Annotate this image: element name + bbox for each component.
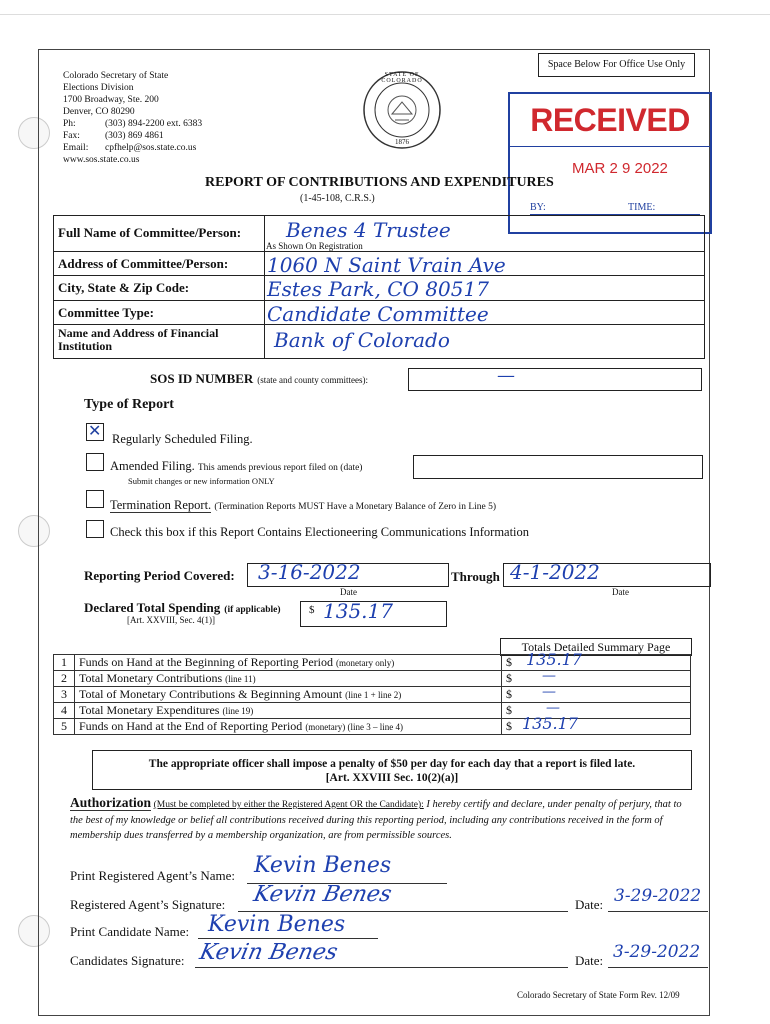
- phone-value: (303) 894-2200 ext. 6383: [105, 119, 203, 129]
- fax-value: (303) 869 4861: [105, 131, 164, 141]
- summary-table: [53, 650, 691, 735]
- termination-label: Termination Report.: [110, 498, 212, 512]
- spending-label: Declared Total Spending: [84, 600, 221, 615]
- through-label: Through: [451, 569, 500, 584]
- row-number: 1: [54, 655, 75, 671]
- agent-name-label: Print Registered Agent’s Name:: [70, 868, 236, 883]
- spending-note: (if applicable): [224, 605, 281, 615]
- row-note: (line 19): [222, 706, 254, 716]
- penalty-line1: The appropriate officer shall impose a penalty of $50 per day for each day that a report is filed late.: [148, 758, 636, 770]
- seal-text: STATE OF COLORADO: [381, 72, 423, 84]
- address-label: Address of Committee/Person:: [58, 256, 229, 271]
- agent-date-input[interactable]: 3-29-2022: [614, 886, 702, 906]
- form-title: REPORT OF CONTRIBUTIONS AND EXPENDITURES: [205, 175, 554, 190]
- seal-year: 1876: [395, 138, 409, 146]
- row-number: 5: [54, 719, 75, 735]
- authorization-text: I hereby certify and declare, under penalty of perjury, that to the best of my knowledge or belief all contributions received during this reporting period, including any contributions received in the form of membership dues transferred by a membership organization, are from permissible sources.: [70, 799, 682, 841]
- row-total[interactable]: $ —: [502, 687, 691, 703]
- bank-label: Name and Address of Financial Institution: [58, 326, 219, 353]
- candidate-signature-label: Candidates Signature:: [70, 953, 185, 968]
- penalty-notice: [92, 750, 692, 790]
- row-note: (line 1 + line 2): [345, 690, 402, 700]
- agency-website: www.sos.state.co.us: [63, 155, 140, 165]
- page-edge: [0, 14, 770, 15]
- authorization-heading: Authorization: [70, 795, 151, 810]
- row-label-text: Total of Monetary Contributions & Beginning Amount: [79, 687, 343, 701]
- amended-filing-row: [110, 459, 362, 474]
- row-number: 4: [54, 703, 75, 719]
- row-number: 2: [54, 671, 75, 687]
- stamp-by: BY:: [530, 202, 546, 213]
- row-value: 135.17: [526, 650, 582, 669]
- row-total[interactable]: $ —: [502, 703, 691, 719]
- city-state-zip-label: City, State & Zip Code:: [58, 280, 190, 295]
- stamp-time: TIME:: [628, 202, 656, 213]
- office-use-label: Space Below For Office Use Only: [547, 59, 686, 70]
- table-row: [54, 655, 691, 671]
- agent-signature[interactable]: Kevin Benes: [251, 882, 394, 907]
- authorization-note: (Must be completed by either the Registered Agent OR the Candidate):: [153, 800, 424, 810]
- received-stamp: [508, 92, 712, 234]
- period-to-value: 4-1-2022: [510, 560, 600, 584]
- authorization-section: [70, 795, 695, 843]
- amended-note: This amends previous report filed on (date): [197, 463, 363, 473]
- period-from-input[interactable]: [247, 560, 449, 587]
- row-label: [75, 687, 502, 703]
- amended-date-input[interactable]: [413, 455, 703, 479]
- city-state-zip-input[interactable]: Estes Park, CO 80517: [267, 277, 489, 301]
- email-label: Email:: [63, 143, 89, 153]
- table-row: [54, 671, 691, 687]
- agent-name-input[interactable]: Kevin Benes: [254, 853, 392, 878]
- amended-filing-label: Amended Filing.: [110, 459, 195, 473]
- row-label-text: Funds on Hand at the Beginning of Reporting Period: [79, 655, 333, 669]
- table-row: [54, 703, 691, 719]
- row-total[interactable]: $ —: [502, 671, 691, 687]
- report-type-heading: Type of Report: [84, 397, 174, 412]
- agency-division: Elections Division: [63, 83, 134, 93]
- state-seal: [362, 70, 442, 150]
- committee-type-input[interactable]: Candidate Committee: [267, 302, 489, 326]
- form-footer: Colorado Secretary of State Form Rev. 12/09: [517, 990, 680, 1000]
- period-from-caption: Date: [340, 587, 357, 597]
- row-number: 3: [54, 687, 75, 703]
- agency-street: 1700 Broadway, Ste. 200: [63, 95, 159, 105]
- row-value: —: [542, 684, 556, 700]
- committee-info-box: [53, 215, 705, 359]
- agency-city: Denver, CO 80290: [63, 107, 135, 117]
- agent-signature-label: Registered Agent’s Signature:: [70, 897, 226, 912]
- spending-value: 135.17: [323, 599, 393, 623]
- registration-note: As Shown On Registration: [266, 241, 363, 251]
- row-value: —: [542, 668, 556, 684]
- address-input[interactable]: 1060 N Saint Vrain Ave: [267, 253, 506, 277]
- table-row: [54, 687, 691, 703]
- row-label: [75, 655, 502, 671]
- period-to-caption: Date: [612, 587, 629, 597]
- bank-input[interactable]: Bank of Colorado: [274, 328, 450, 352]
- penalty-line2: [Art. XXVIII Sec. 10(2)(a)]: [325, 772, 459, 784]
- candidate-date-label: Date:: [575, 953, 604, 968]
- row-label: [75, 671, 502, 687]
- regular-filing-checkbox[interactable]: [86, 423, 104, 441]
- candidate-name-input[interactable]: Kevin Benes: [208, 912, 346, 937]
- row-note: (monetary only): [335, 658, 395, 668]
- period-to-input[interactable]: [503, 560, 711, 587]
- amended-sub-note: Submit changes or new information ONLY: [128, 476, 275, 486]
- row-label-text: Funds on Hand at the End of Reporting Period: [79, 719, 303, 733]
- sos-id-input[interactable]: [408, 365, 702, 391]
- table-row: [54, 719, 691, 735]
- row-total[interactable]: $ 135.17: [502, 719, 691, 735]
- row-value: —: [546, 700, 560, 716]
- row-total[interactable]: $ 135.17: [502, 655, 691, 671]
- stamp-date: MAR 2 9 2022: [572, 160, 668, 177]
- electioneering-label: Check this box if this Report Contains Electioneering Communications Information: [110, 525, 530, 539]
- termination-row: [110, 498, 496, 513]
- row-note: (monetary) (line 3 – line 4): [305, 722, 404, 732]
- agency-address: [63, 70, 202, 166]
- termination-checkbox[interactable]: [86, 490, 104, 508]
- form-citation: (1-45-108, C.R.S.): [300, 193, 375, 204]
- summary-header: Totals Detailed Summary Page: [500, 638, 692, 656]
- committee-name-input[interactable]: Benes 4 Trustee: [286, 218, 451, 242]
- sos-id-label: SOS ID NUMBER: [150, 371, 254, 386]
- candidate-name-label: Print Candidate Name:: [70, 924, 190, 939]
- candidate-signature[interactable]: Kevin Benes: [197, 940, 340, 965]
- termination-note: (Termination Reports MUST Have a Monetary Balance of Zero in Line 5): [214, 502, 497, 512]
- committee-name-label: Full Name of Committee/Person:: [58, 225, 242, 240]
- spending-citation: [Art. XXVIII, Sec. 4(1)]: [127, 615, 215, 625]
- fax-label: Fax:: [63, 131, 80, 141]
- row-label-text: Total Monetary Contributions: [79, 671, 223, 685]
- row-label-text: Total Monetary Expenditures: [79, 703, 220, 717]
- email-value: cpfhelp@sos.state.co.us: [105, 143, 197, 153]
- spending-input[interactable]: [300, 601, 447, 627]
- sos-id-row: [150, 370, 368, 388]
- amended-filing-checkbox[interactable]: [86, 453, 104, 471]
- electioneering-checkbox[interactable]: [86, 520, 104, 538]
- candidate-date-input[interactable]: 3-29-2022: [613, 942, 701, 962]
- period-label: Reporting Period Covered:: [84, 568, 235, 583]
- spending-dollar: $: [309, 604, 315, 616]
- agent-date-label: Date:: [575, 897, 604, 912]
- office-use-box: [538, 53, 695, 77]
- agency-name: Colorado Secretary of State: [63, 71, 169, 81]
- sos-id-note: (state and county committees):: [257, 375, 369, 385]
- row-value: 135.17: [522, 714, 578, 733]
- committee-type-label: Committee Type:: [58, 305, 154, 320]
- stamp-title: RECEIVED: [530, 102, 690, 138]
- check-icon: ✕: [88, 421, 102, 440]
- sos-id-value: —: [497, 365, 515, 386]
- row-label: [75, 719, 502, 735]
- row-label: [75, 703, 502, 719]
- period-from-value: 3-16-2022: [258, 560, 361, 584]
- phone-label: Ph:: [63, 119, 76, 129]
- row-note: (line 11): [225, 674, 256, 684]
- regular-filing-label: Regularly Scheduled Filing.: [112, 432, 253, 446]
